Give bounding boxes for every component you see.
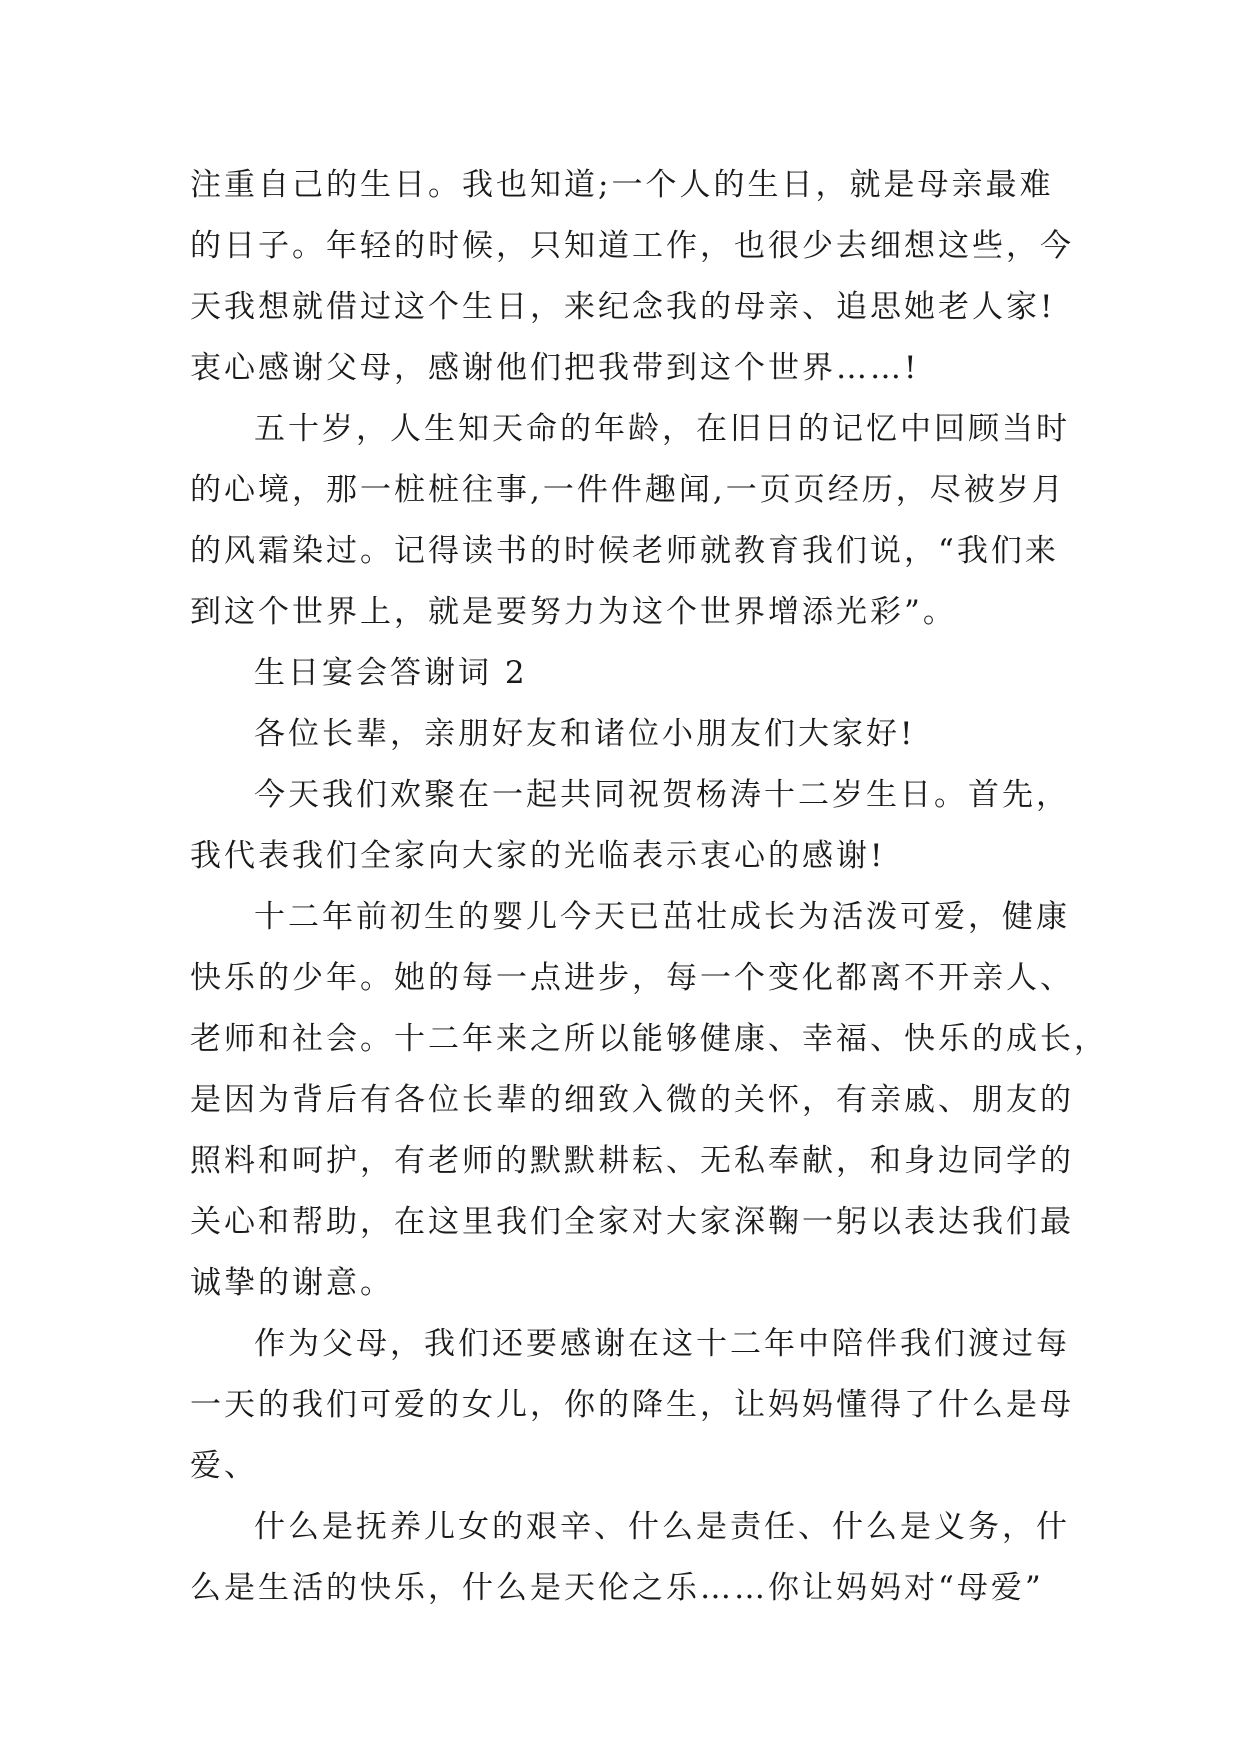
text-line: 爱、 bbox=[190, 1448, 258, 1484]
text-line: 的风霜染过。记得读书的时候老师就教育我们说，“我们来 bbox=[190, 533, 1059, 569]
text-line: 什么是抚养儿女的艰辛、什么是责任、什么是义务，什 bbox=[254, 1509, 1070, 1545]
text-line: 到这个世界上，就是要努力为这个世界增添光彩”。 bbox=[190, 594, 957, 630]
text-line: 关心和帮助，在这里我们全家对大家深鞠一躬以表达我们最 bbox=[190, 1204, 1074, 1240]
text-line: 快乐的少年。她的每一点进步，每一个变化都离不开亲人、 bbox=[190, 960, 1074, 996]
text-line: 今天我们欢聚在一起共同祝贺杨涛十二岁生日。首先， bbox=[254, 777, 1070, 813]
text-line: 老师和社会。十二年来之所以能够健康、幸福、快乐的成长， bbox=[190, 1021, 1108, 1057]
text-line: 的心境，那一桩桩往事,一件件趣闻,一页页经历，尽被岁月 bbox=[190, 472, 1066, 508]
text-line: 十二年前初生的婴儿今天已茁壮成长为活泼可爱，健康 bbox=[254, 899, 1070, 935]
text-line: 一天的我们可爱的女儿，你的降生，让妈妈懂得了什么是母 bbox=[190, 1387, 1074, 1423]
text-line: 么是生活的快乐，什么是天伦之乐……你让妈妈对“母爱” bbox=[190, 1570, 1044, 1606]
text-line: 天我想就借过这个生日，来纪念我的母亲、追思她老人家! bbox=[190, 289, 1056, 325]
text-line: 是因为背后有各位长辈的细致入微的关怀，有亲戚、朋友的 bbox=[190, 1082, 1074, 1118]
text-line: 我代表我们全家向大家的光临表示衷心的感谢! bbox=[190, 838, 886, 874]
text-line: 的日子。年轻的时候，只知道工作，也很少去细想这些，今 bbox=[190, 228, 1074, 264]
text-line: 各位长辈，亲朋好友和诸位小朋友们大家好! bbox=[254, 716, 916, 752]
text-line: 照料和呵护，有老师的默默耕耘、无私奉献，和身边同学的 bbox=[190, 1143, 1074, 1179]
text-line: 作为父母，我们还要感谢在这十二年中陪伴我们渡过每 bbox=[254, 1326, 1070, 1362]
text-line: 衷心感谢父母，感谢他们把我带到这个世界……! bbox=[190, 350, 920, 386]
text-line: 注重自己的生日。我也知道;一个人的生日，就是母亲最难 bbox=[190, 167, 1054, 203]
section-heading: 生日宴会答谢词 2 bbox=[254, 655, 528, 691]
text-line: 诚挚的谢意。 bbox=[190, 1265, 394, 1301]
document-body bbox=[190, 155, 1108, 1619]
text-line: 五十岁，人生知天命的年龄，在旧日的记忆中回顾当时 bbox=[254, 411, 1070, 447]
